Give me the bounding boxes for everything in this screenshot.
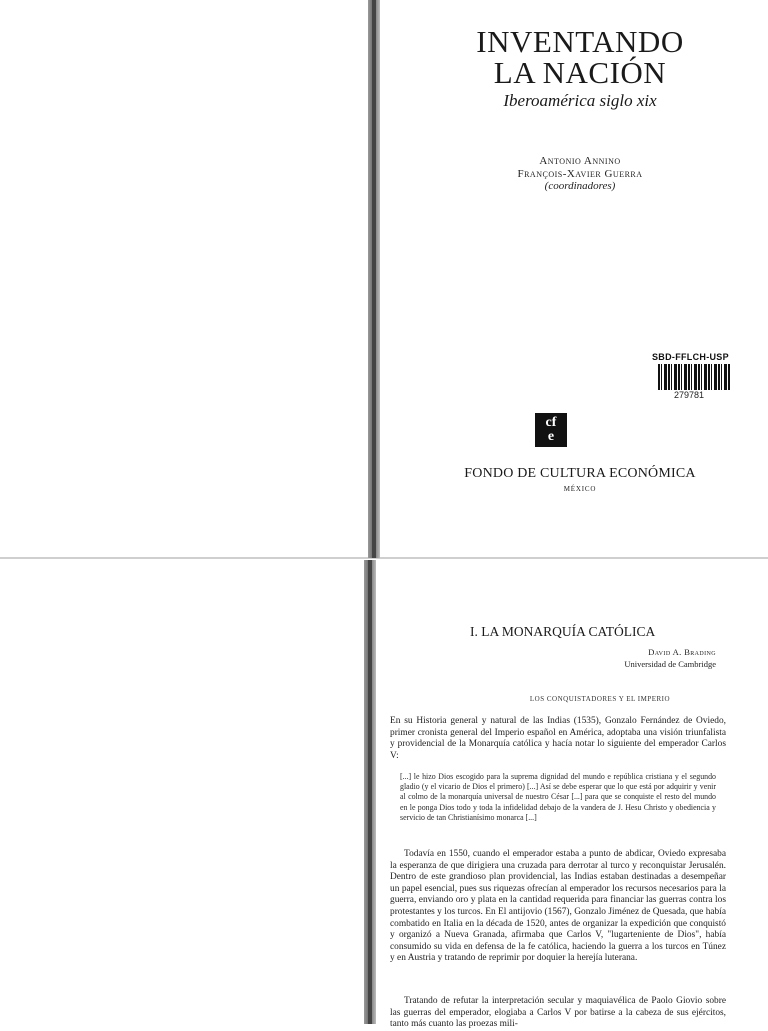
page-separator [0,557,768,559]
library-label: SBD-FFLCH-USP [652,352,729,362]
library-sticker [652,352,738,400]
book-title-line1: INVENTANDO [476,24,684,59]
paragraph-2: Todavía en 1550, cuando el emperador estaba a punto de abdicar, Oviedo expresaba la esperanza de que dirigiera una cruzada para derrotar al turco y reconquistar Jerusalén. Dentro de este grandioso plan providencial, las Indias estaban destinadas a desempeñar un papel esencial, pues sus riquezas ofrecían al emperador los recursos necesarios para la guerra, enviando oro y plata en la cantidad requerida para financiar las guerras contra los protestantes y los turcos. En El antijovio (1567), Gonzalo Jiménez de Quesada, que había combatido en Italia en la década de 1520, antes de organizar la expedición que conquistó y organizó a Nueva Granada, afirmaba que Carlos V, "lugarteniente de Dios", había consumido su vida en defensa de la fe católica, haciendo la guerra a los turcos en Túnez y en Austria y tratando de reprimir por doquier la herejía luterana. [390,849,726,964]
logo-text-top: cf [545,415,557,430]
author-guerra: François-Xavier Guerra [517,168,643,180]
publisher-logo [535,413,567,447]
paragraph-3: Tratando de refutar la interpretación secular y maquiavélica de Paolo Giovio sobre las guerras del emperador, elogiaba a Carlos V por batirse a la cabeza de sus ejércitos, tanto más cuanto las proezas mili- [390,996,726,1030]
chapter-affiliation: Universidad de Cambridge [624,659,716,669]
publisher-city: MÉXICO [563,485,597,493]
publisher-name: FONDO DE CULTURA ECONÓMICA [464,466,696,481]
paragraph-1: En su Historia general y natural de las Indias (1535), Gonzalo Fernández de Oviedo, primer cronista general del Imperio español en América, adoptaba una visión triunfalista y providencial de la Monarquía católica y hacía notar lo siguiente del emperador Carlos V: [390,716,726,761]
barcode [658,364,730,390]
block-quote: [...] le hizo Dios escogido para la suprema dignidad del mundo e república cristiana y el segundo gladio (y el vicario de Dios el primero) [...] Así se debe esperar que lo que está por adquirir y venir al colmo de la monarquía universal de nuestro César [...] para que se conquiste el resto del mundo en le ponga Dios todo y toda la infidelidad debajo de la vandera de J. Hesu Christo y obediencia y servicio de tan Christianísimo monarca [...] [400,772,716,822]
coordinators-label: (coordinadores) [544,180,616,192]
author-annino: Antonio Annino [539,155,621,167]
book-gutter-top [372,0,376,558]
chapter-heading: I. LA MONARQUÍA CATÓLICA [470,624,656,639]
book-gutter-bottom [368,560,372,1024]
section-heading: LOS CONQUISTADORES Y EL IMPERIO [529,695,671,703]
book-subtitle: Iberoamérica siglo xix [503,91,657,110]
barcode-number: 279781 [674,390,705,400]
logo-text-bottom: e [547,429,555,444]
chapter-author: David A. Brading [648,647,716,657]
book-title-line2: LA NACIÓN [493,55,667,90]
